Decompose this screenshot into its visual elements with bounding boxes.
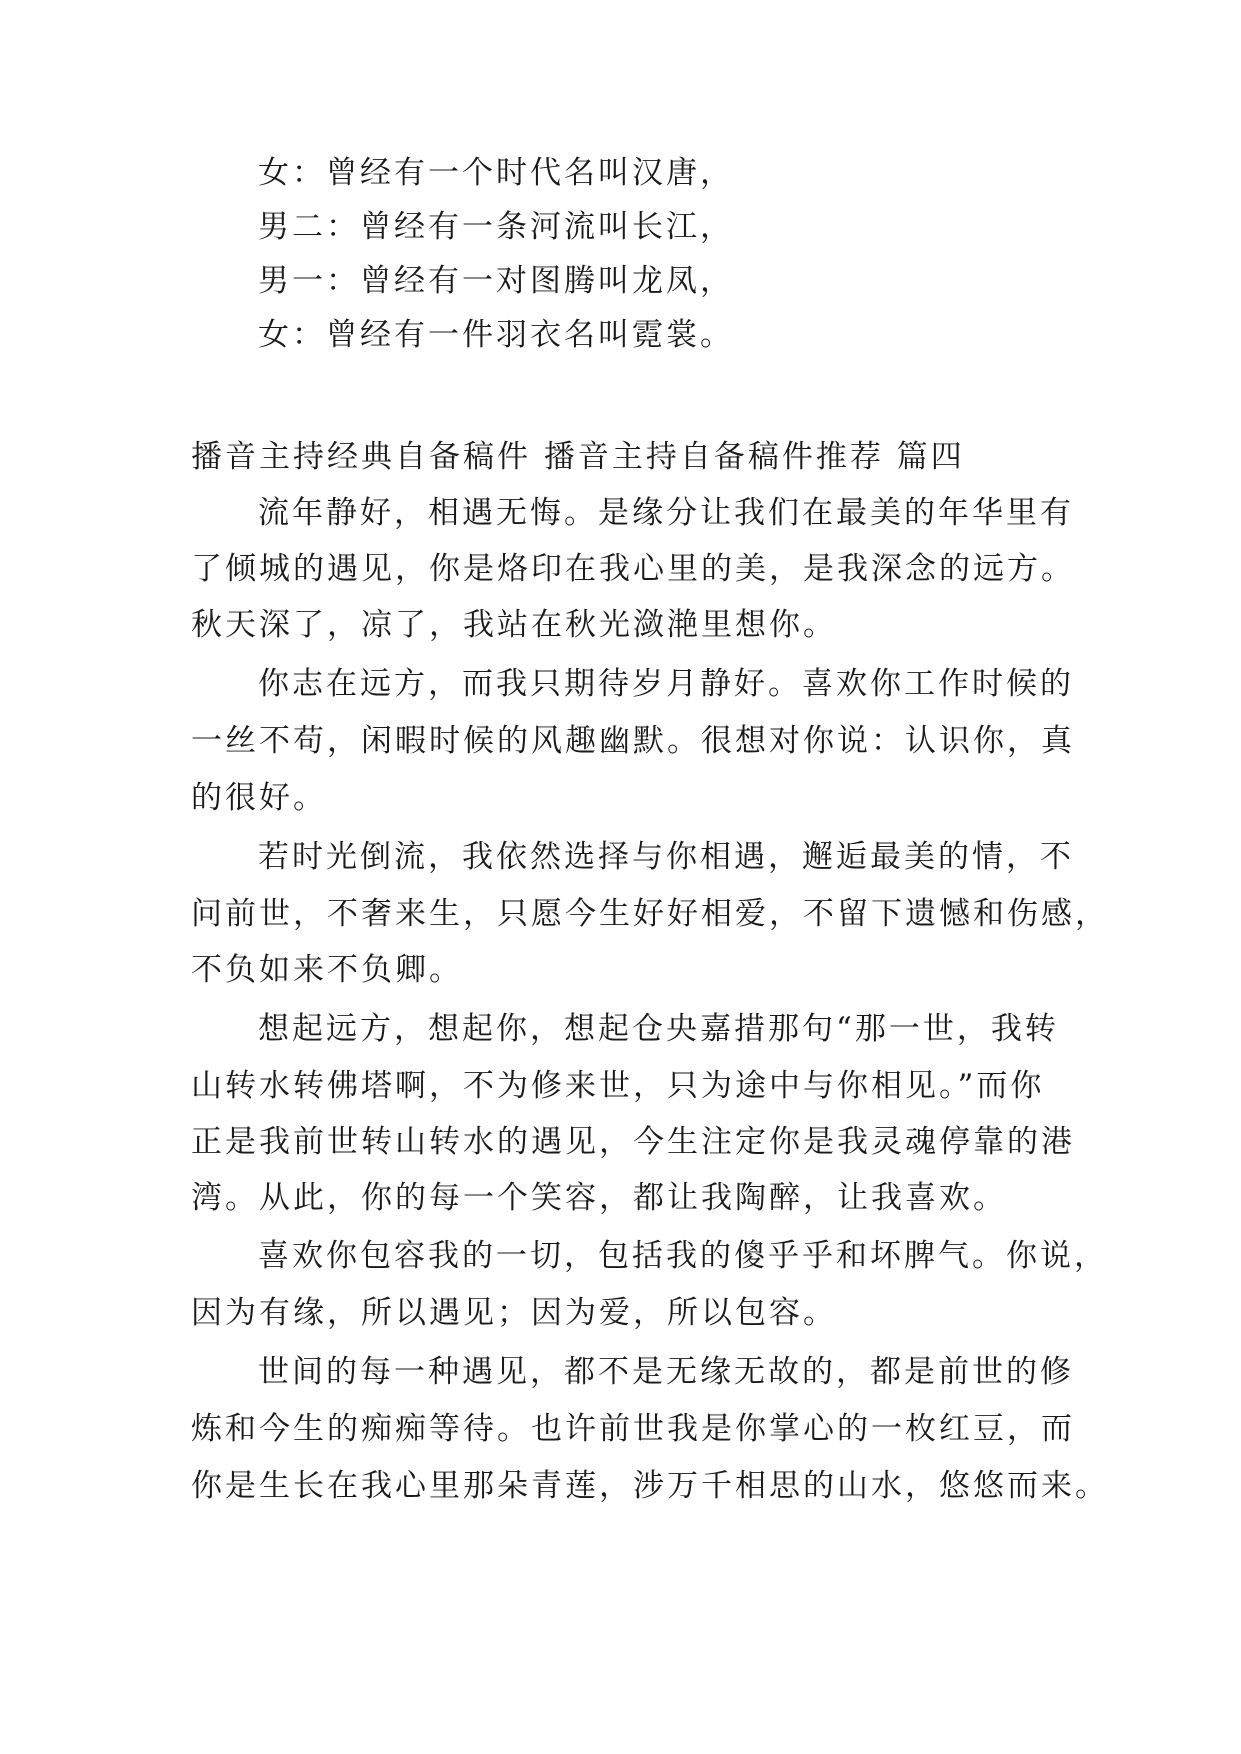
paragraph-line: 你是生长在我心里那朵青莲，涉万千相思的山水，悠悠而来。 [191, 1468, 1109, 1504]
paragraph-line: 流年静好，相遇无悔。是缘分让我们在最美的年华里有 [258, 495, 1074, 531]
paragraph-line: 山转水转佛塔啊，不为修来世，只为途中与你相见。”而你 [191, 1068, 1045, 1104]
paragraph-line: 你志在远方，而我只期待岁月静好。喜欢你工作时候的 [258, 666, 1074, 702]
paragraph-line: 秋天深了，凉了，我站在秋光潋滟里想你。 [191, 607, 837, 643]
paragraph-line: 了倾城的遇见，你是烙印在我心里的美，是我深念的远方。 [191, 551, 1075, 587]
dialogue-line: 女：曾经有一个时代名叫汉唐， [258, 155, 734, 191]
paragraph-line: 想起远方，想起你，想起仓央嘉措那句“那一世，我转 [258, 1011, 1059, 1047]
paragraph-line: 问前世，不奢来生，只愿今生好好相爱，不留下遗憾和伤感， [191, 896, 1109, 932]
paragraph-line: 世间的每一种遇见，都不是无缘无故的，都是前世的修 [258, 1354, 1074, 1390]
dialogue-line: 女：曾经有一件羽衣名叫霓裳。 [258, 317, 734, 353]
paragraph-line: 喜欢你包容我的一切，包括我的傻乎乎和坏脾气。你说， [258, 1238, 1108, 1274]
paragraph-line: 不负如来不负卿。 [191, 952, 463, 988]
paragraph-line: 湾。从此，你的每一个笑容，都让我陶醉，让我喜欢。 [191, 1180, 1007, 1216]
paragraph-line: 正是我前世转山转水的遇见，今生注定你是我灵魂停靠的港 [191, 1124, 1075, 1160]
section-heading: 播音主持经典自备稿件 播音主持自备稿件推荐 篇四 [191, 439, 965, 475]
paragraph-line: 炼和今生的痴痴等待。也许前世我是你掌心的一枚红豆，而 [191, 1411, 1075, 1447]
paragraph-line: 一丝不苟，闲暇时候的风趣幽默。很想对你说：认识你，真 [191, 723, 1075, 759]
paragraph-line: 因为有缘，所以遇见；因为爱，所以包容。 [191, 1295, 837, 1331]
paragraph-line: 的很好。 [191, 780, 327, 816]
paragraph-line: 若时光倒流，我依然选择与你相遇，邂逅最美的情，不 [258, 839, 1074, 875]
dialogue-line: 男一：曾经有一对图腾叫龙凤， [258, 263, 734, 299]
dialogue-line: 男二：曾经有一条河流叫长江， [258, 209, 734, 245]
